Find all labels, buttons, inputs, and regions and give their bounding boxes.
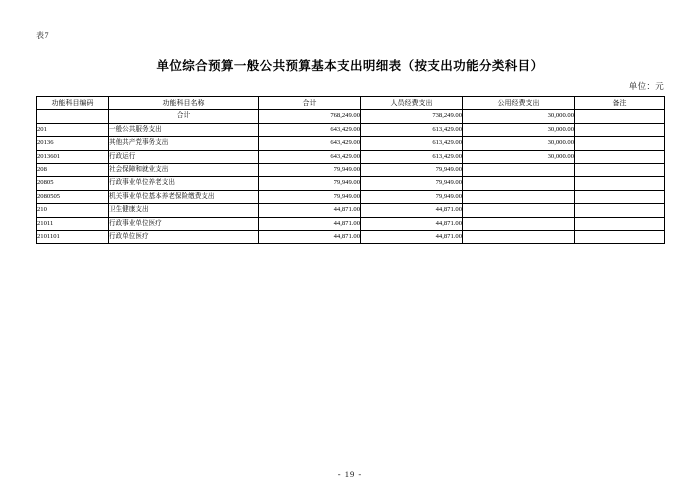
unit-note: 单位：元 bbox=[628, 81, 664, 91]
cell-remark bbox=[575, 164, 665, 177]
cell-total: 79,949.00 bbox=[259, 190, 361, 203]
column-header-code: 功能科目编码 bbox=[37, 97, 109, 110]
cell-code: 201 bbox=[37, 123, 109, 136]
cell-code: 20136 bbox=[37, 137, 109, 150]
cell-code: 2101101 bbox=[37, 231, 109, 244]
sheet-label: 表7 bbox=[36, 31, 49, 40]
column-header-name: 功能科目名称 bbox=[109, 97, 259, 110]
cell-total: 79,949.00 bbox=[259, 164, 361, 177]
cell-personnel: 613,429.00 bbox=[361, 137, 463, 150]
cell-remark bbox=[575, 217, 665, 230]
cell-remark bbox=[575, 204, 665, 217]
page-number: - 19 - bbox=[337, 469, 363, 479]
cell-personnel: 79,949.00 bbox=[361, 190, 463, 203]
cell-public bbox=[463, 217, 575, 230]
cell-name: 行政运行 bbox=[109, 150, 259, 163]
cell-name: 合计 bbox=[109, 110, 259, 123]
cell-code bbox=[37, 110, 109, 123]
cell-name: 其他共产党事务支出 bbox=[109, 137, 259, 150]
cell-code: 208 bbox=[37, 164, 109, 177]
cell-public: 30,000.00 bbox=[463, 123, 575, 136]
table-row bbox=[37, 177, 665, 190]
cell-public: 30,000.00 bbox=[463, 110, 575, 123]
cell-remark bbox=[575, 150, 665, 163]
table-row bbox=[37, 137, 665, 150]
column-header-public: 公用经费支出 bbox=[463, 97, 575, 110]
cell-name: 行政单位医疗 bbox=[109, 231, 259, 244]
cell-personnel: 44,871.00 bbox=[361, 217, 463, 230]
cell-public bbox=[463, 204, 575, 217]
cell-remark bbox=[575, 110, 665, 123]
table-body bbox=[37, 110, 665, 244]
cell-remark bbox=[575, 231, 665, 244]
cell-public bbox=[463, 190, 575, 203]
cell-name: 机关事业单位基本养老保险缴费支出 bbox=[109, 190, 259, 203]
cell-code: 2013601 bbox=[37, 150, 109, 163]
column-header-remark: 备注 bbox=[575, 97, 665, 110]
cell-name: 一般公共服务支出 bbox=[109, 123, 259, 136]
table-row bbox=[37, 123, 665, 136]
cell-total: 44,871.00 bbox=[259, 231, 361, 244]
column-header-total: 合计 bbox=[259, 97, 361, 110]
table-row bbox=[37, 110, 665, 123]
cell-total: 643,429.00 bbox=[259, 137, 361, 150]
cell-code: 2080505 bbox=[37, 190, 109, 203]
cell-public: 30,000.00 bbox=[463, 137, 575, 150]
cell-remark bbox=[575, 190, 665, 203]
cell-public bbox=[463, 177, 575, 190]
cell-code: 20805 bbox=[37, 177, 109, 190]
cell-public bbox=[463, 231, 575, 244]
table-row bbox=[37, 231, 665, 244]
page-title: 单位综合预算一般公共预算基本支出明细表（按支出功能分类科目） bbox=[156, 59, 544, 73]
cell-personnel: 44,871.00 bbox=[361, 231, 463, 244]
cell-personnel: 79,949.00 bbox=[361, 164, 463, 177]
cell-personnel: 79,949.00 bbox=[361, 177, 463, 190]
cell-code: 21011 bbox=[37, 217, 109, 230]
table-row bbox=[37, 204, 665, 217]
cell-personnel: 44,871.00 bbox=[361, 204, 463, 217]
cell-name: 行政事业单位养老支出 bbox=[109, 177, 259, 190]
column-header-personnel: 人员经费支出 bbox=[361, 97, 463, 110]
cell-total: 44,871.00 bbox=[259, 217, 361, 230]
table-row bbox=[37, 164, 665, 177]
cell-public: 30,000.00 bbox=[463, 150, 575, 163]
table-row bbox=[37, 217, 665, 230]
cell-personnel: 738,249.00 bbox=[361, 110, 463, 123]
cell-remark bbox=[575, 123, 665, 136]
cell-remark bbox=[575, 137, 665, 150]
cell-total: 44,871.00 bbox=[259, 204, 361, 217]
cell-code: 210 bbox=[37, 204, 109, 217]
cell-total: 79,949.00 bbox=[259, 177, 361, 190]
cell-name: 社会保障和就业支出 bbox=[109, 164, 259, 177]
table-row bbox=[37, 150, 665, 163]
cell-total: 768,249.00 bbox=[259, 110, 361, 123]
table-row bbox=[37, 190, 665, 203]
cell-personnel: 613,429.00 bbox=[361, 150, 463, 163]
cell-personnel: 613,429.00 bbox=[361, 123, 463, 136]
cell-name: 卫生健康支出 bbox=[109, 204, 259, 217]
cell-total: 643,429.00 bbox=[259, 123, 361, 136]
cell-total: 643,429.00 bbox=[259, 150, 361, 163]
budget-table bbox=[36, 96, 665, 244]
cell-remark bbox=[575, 177, 665, 190]
table-header-row bbox=[37, 97, 665, 110]
cell-name: 行政事业单位医疗 bbox=[109, 217, 259, 230]
cell-public bbox=[463, 164, 575, 177]
